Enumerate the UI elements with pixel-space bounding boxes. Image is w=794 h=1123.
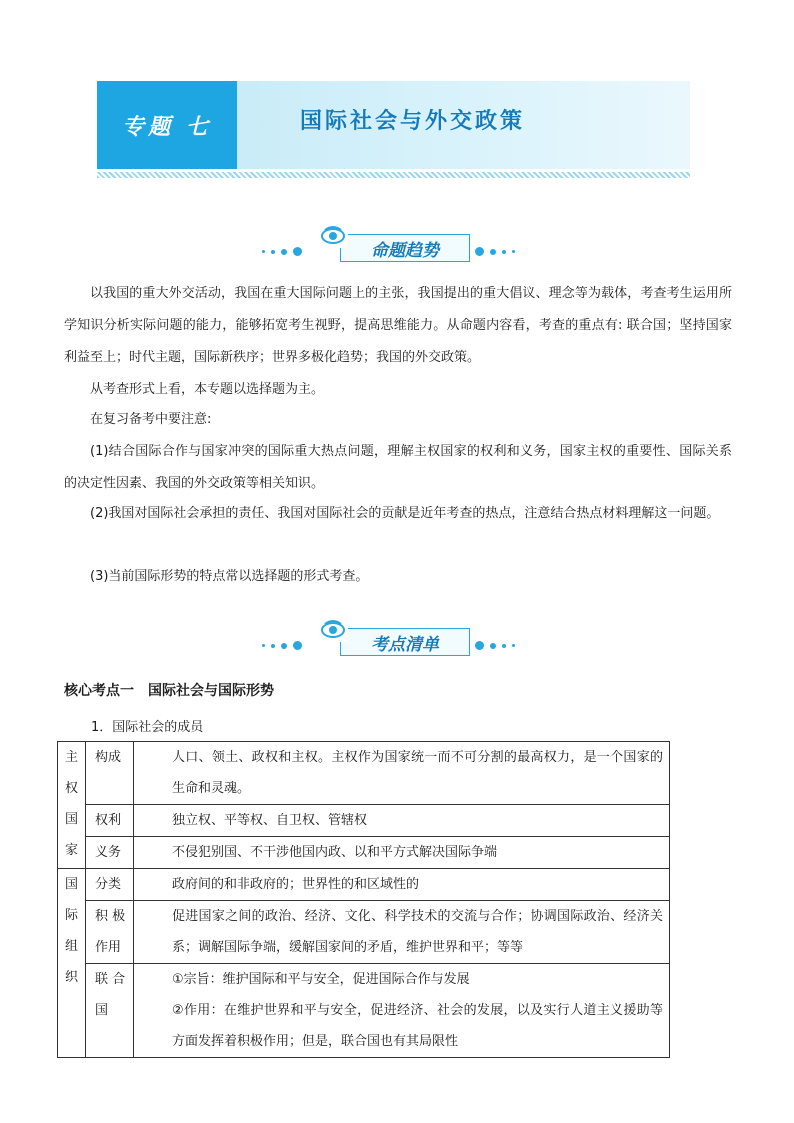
- section-badge-checklist: [318, 616, 518, 656]
- topic-label: 专题 七: [122, 113, 212, 140]
- table-row: [58, 742, 670, 805]
- row-content: 独立权、平等权、自卫权、管辖权: [134, 805, 670, 837]
- table-row: [58, 869, 670, 901]
- dots-right: [475, 641, 515, 650]
- group-sovereign-state: 主 权 国 家: [58, 742, 86, 869]
- row-label: 分类: [86, 869, 134, 901]
- un-role: ②作用：在维护世界和平与安全，促进经济、社会的发展，以及实行人道主义援助等方面发挥着积极作用；但是，联合国也有其局限性: [172, 1003, 663, 1049]
- paragraph-point-1: (1)结合国际合作与国家冲突的国际重大热点问题，理解主权国家的权利和义务，国家主权的重要性、国际关系的决定性因素、我国的外交政策等相关知识。: [64, 444, 732, 491]
- un-purpose: ①宗旨：维护国际和平与安全，促进国际合作与发展: [172, 972, 470, 987]
- page-title: 国际社会与外交政策: [300, 108, 526, 134]
- subsection-title: 1．国际社会的成员: [91, 720, 204, 735]
- group-international-org: 国 际 组 织: [58, 869, 86, 1058]
- section-badge-box: 考点清单: [340, 628, 470, 656]
- section-badge-trend: [318, 222, 518, 262]
- paragraph-point-3: (3)当前国际形势的特点常以选择题的形式考查。: [90, 569, 369, 584]
- row-content: 政府间的和非政府的；世界性的和区域性的: [134, 869, 670, 901]
- dots-left: [262, 641, 302, 650]
- paragraph-intro: 以我国的重大外交活动，我国在重大国际问题上的主张，我国提出的重大倡议、理念等为载体，考查考生运用所学知识分析实际问题的能力，能够拓宽考生视野，提高思维能力。从命题内容看，考查的重点有: 联合国；坚持国家利益至上；时代主题，国际新秩序；世界多极化趋势；我国的外交政策。: [64, 286, 732, 365]
- row-content: 促进国家之间的政治、经济、文化、科学技术的交流与合作；协调国际政治、经济关系；调解国际争端，缓解国家间的矛盾，维护世界和平；等等: [134, 901, 670, 964]
- row-label: 积 极作用: [86, 901, 134, 964]
- row-content: 不侵犯别国、不干涉他国内政、以和平方式解决国际争端: [134, 837, 670, 869]
- row-label: 义务: [86, 837, 134, 869]
- core-point-title: 核心考点一 国际社会与国际形势: [64, 683, 274, 699]
- table-row: [58, 901, 670, 964]
- paragraph-note: 在复习备考中要注意:: [90, 412, 212, 427]
- row-label: 权利: [86, 805, 134, 837]
- topic-label-box: [97, 81, 237, 169]
- eye-icon: [318, 616, 348, 642]
- dots-left: [262, 247, 302, 256]
- eye-icon: [318, 222, 348, 248]
- members-table: [57, 741, 670, 1058]
- row-label: 联 合国: [86, 964, 134, 1058]
- row-content: [134, 964, 670, 1058]
- row-label: 构成: [86, 742, 134, 805]
- dots-right: [475, 247, 515, 256]
- paragraph-point-2: (2)我国对国际社会承担的责任、我国对国际社会的贡献是近年考查的热点，注意结合热点材料理解这一问题。: [90, 506, 720, 521]
- table-row: [58, 837, 670, 869]
- table-row: [58, 964, 670, 1058]
- table-row: [58, 805, 670, 837]
- row-content: 人口、领土、政权和主权。主权作为国家统一而不可分割的最高权力，是一个国家的生命和灵魂。: [134, 742, 670, 805]
- paragraph-form: 从考查形式上看，本专题以选择题为主。: [90, 382, 325, 397]
- header-divider: [97, 172, 690, 178]
- section-badge-box: 命题趋势: [340, 234, 470, 262]
